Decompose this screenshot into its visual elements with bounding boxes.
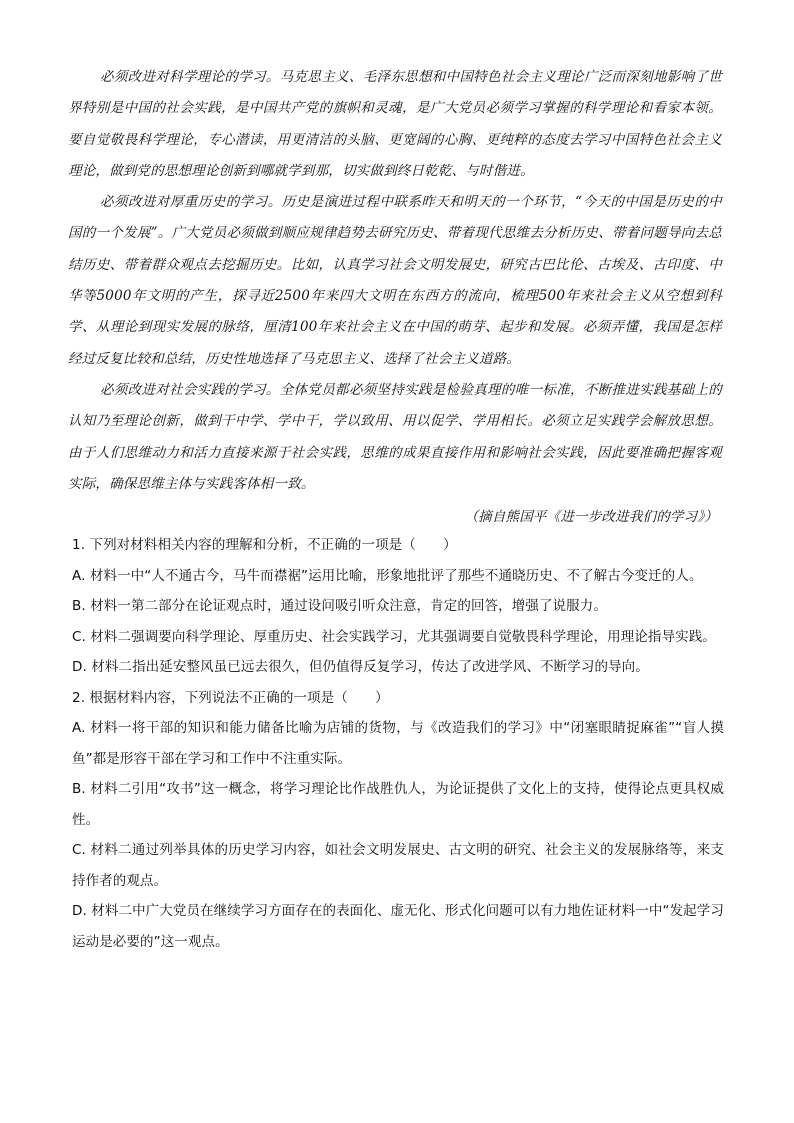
option-a: A. 材料一将干部的知识和能力储备比喻为店铺的货物，与《改造我们的学习》中“闭塞眼睛捉麻雀”“盲人摸鱼”都是形容干部在学习和工作中不注重实际。: [72, 720, 724, 767]
question-list: [72, 530, 724, 957]
question-stem: 2. 根据材料内容，下列说法不正确的一项是（ ）: [72, 689, 389, 706]
option-d: D. 材料二中广大党员在继续学习方面存在的表面化、虚无化、形式化问题可以有力地佐证材料一中“发起学习运动是必要的”这一观点。: [72, 903, 724, 950]
option-b: B. 材料一第二部分在论证观点时，通过设问吸引听众注意，肯定的回答，增强了说服力。: [72, 598, 607, 614]
question-stem: 1. 下列对材料相关内容的理解和分析，不正确的一项是（ ）: [72, 537, 457, 553]
passage-paragraph: 必须改进对厚重历史的学习。历史是演进过程中联系昨天和明天的一个环节，“今天的中国是历史的中国的一个发展”。广大党员必须做到顺应规律趋势去研究历史、带着现代思维去分析历史、带着问题导向去总结历史、带着群众观点去挖掘历史。比如，认真学习社会文明发展史，研究古巴比伦、古埃及、古印度、中华等5000年文明的产生，探寻近2500年来四大文明在东西方的流向，梳理500年来社会主义从空想到科学、从理论到现实发展的脉络，厘清100年来社会主义在中国的萌芽、起步和发展。必须弄懂，我国是怎样经过反复比较和总结，历史性地选择了马克思主义、选择了社会主义道路。: [68, 194, 723, 367]
option-c: C. 材料二强调要向科学理论、厚重历史、社会实践学习，尤其强调要自觉敬畏科学理论，用理论指导实践。: [72, 628, 716, 645]
option-d: D. 材料二指出延安整风虽已远去很久，但仍值得反复学习，传达了改进学风、不断学习的导向。: [72, 659, 649, 675]
option-c: C. 材料二通过列举具体的历史学习内容，如社会文明发展史、古文明的研究、社会主义的发展脉络等，来支持作者的观点。: [72, 842, 724, 889]
reading-passage: [68, 62, 722, 533]
passage-paragraph: 必须改进对科学理论的学习。马克思主义、毛泽东思想和中国特色社会主义理论广泛而深刻地影响了世界特别是中国的社会实践，是中国共产党的旗帜和灵魂，是广大党员必须学习掌握的科学理论和看家本领。要自觉敬畏科学理论，专心潜读，用更清洁的头脑、更宽阔的心胸、更纯粹的态度去学习中国特色社会主义理论，做到党的思想理论创新到哪就学到那，切实做到终日乾乾、与时偕进。: [68, 69, 722, 179]
question-2: [72, 683, 724, 958]
option-b: B. 材料二引用“攻书”这一概念，将学习理论比作战胜仇人，为论证提供了文化上的支持，使得论点更具权威性。: [72, 781, 724, 828]
passage-source: （摘自熊国平《进一步改进我们的学习》）: [464, 509, 718, 526]
question-1: [72, 530, 724, 683]
option-a: A. 材料一中“人不通古今，马牛而襟裾”运用比喻，形象地批评了那些不通晓历史、不了解古今变迁的人。: [72, 567, 703, 584]
passage-paragraph: 必须改进对社会实践的学习。全体党员都必须坚持实践是检验真理的唯一标准，不断推进实践基础上的认知乃至理论创新，做到干中学、学中干，学以致用、用以促学、学用相长。必须立足实践学会解放思想。由于人们思维动力和活力直接来源于社会实践，思维的成果直接作用和影响社会实践，因此要准确把握客观实际，确保思维主体与实践客体相一致。: [68, 381, 722, 492]
